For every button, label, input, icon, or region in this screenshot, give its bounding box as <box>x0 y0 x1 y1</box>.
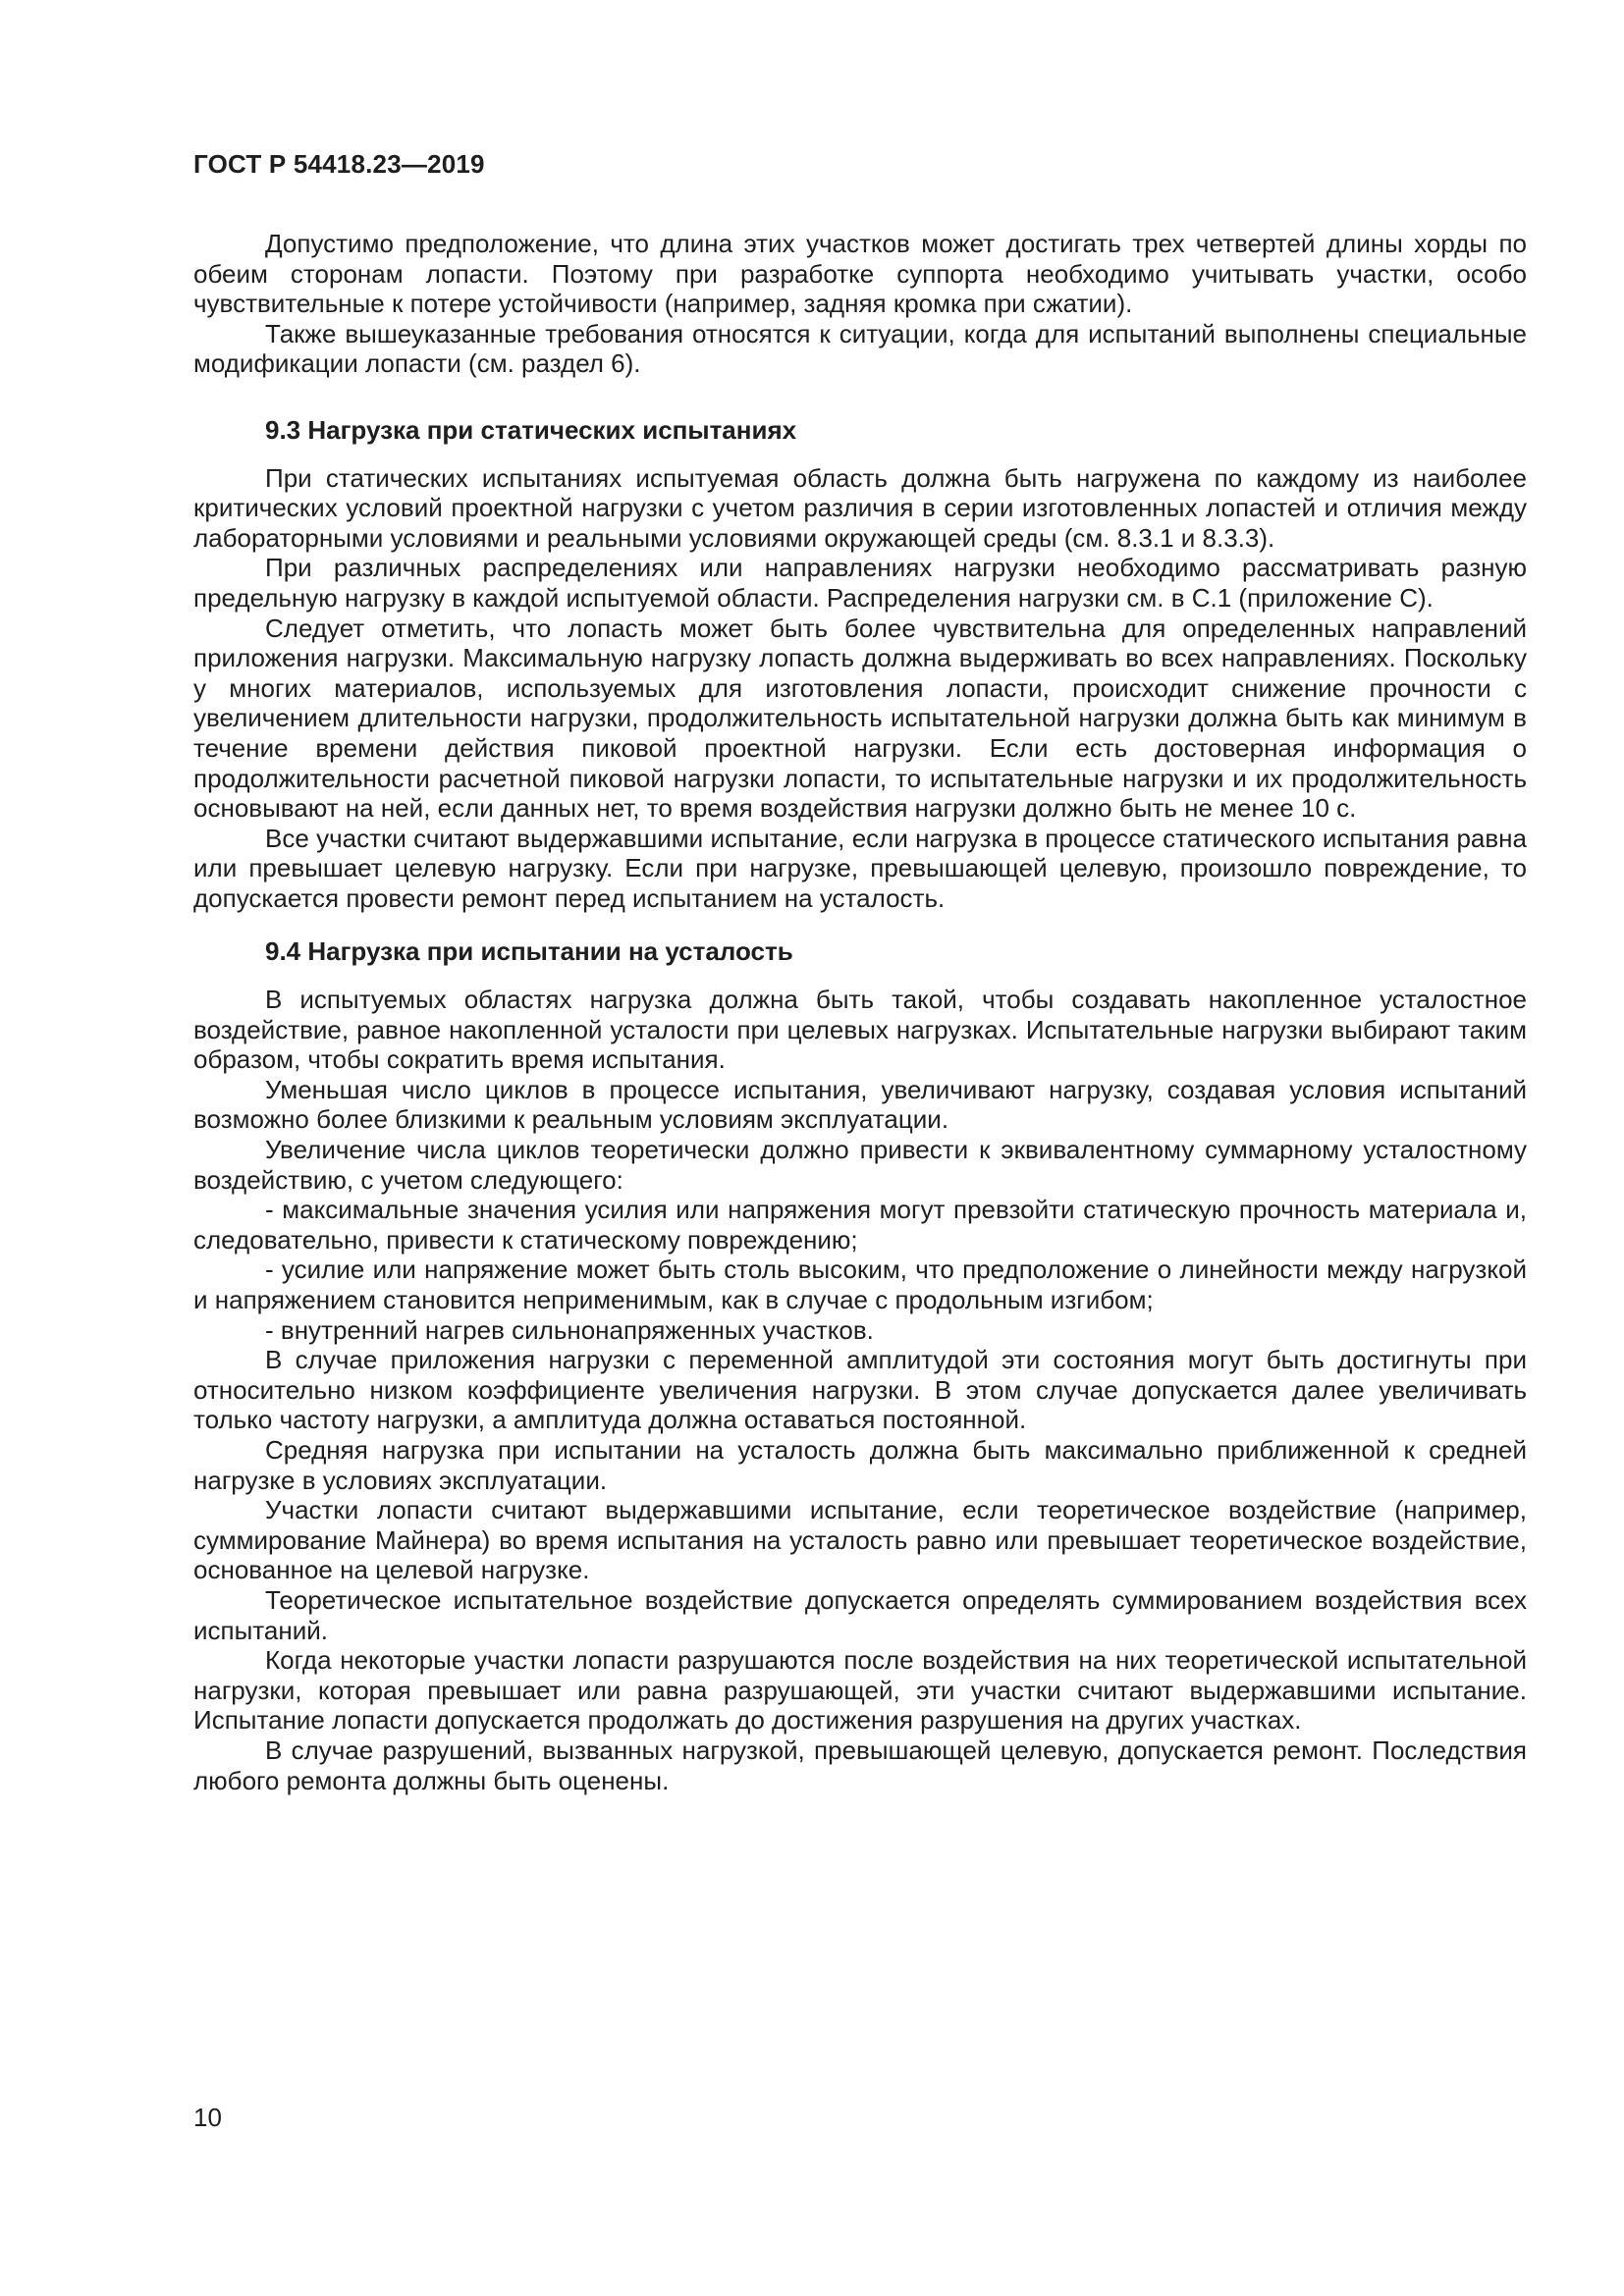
document-body <box>193 229 1527 1795</box>
paragraph: Средняя нагрузка при испытании на усталость должна быть максимально приближенной к средней нагрузке в условиях эксплуатации. <box>193 1434 1527 1495</box>
paragraph: Теоретическое испытательное воздействие допускается определять суммированием воздействия всех испытаний. <box>193 1584 1527 1645</box>
document-header: ГОСТ Р 54418.23—2019 <box>193 149 485 179</box>
list-item: - усилие или напряжение может быть столь высоким, что предположение о линейности между нагрузкой и напряжением становится неприменимым, как в случае с продольным изгибом; <box>193 1255 1527 1314</box>
section-heading-9-3: 9.3 Нагрузка при статических испытаниях <box>265 414 797 445</box>
paragraph: Когда некоторые участки лопасти разрушаются после воздействия на них теоретической испытательной нагрузки, которая превышает или равна разрушающей, эти участки считают выдержавшими испытание. Испытание лопасти допускается продолжать до достижения разрушения на других участках. <box>193 1645 1527 1735</box>
page-number: 10 <box>193 2103 222 2132</box>
paragraph: Все участки считают выдержавшими испытание, если нагрузка в процессе статического испытания равна или превышает целевую нагрузку. Если при нагрузке, превышающей целевую, произошло повреждение, то допускается провести ремонт перед испытанием на усталость. <box>193 823 1527 913</box>
paragraph: Также вышеуказанные требования относятся к ситуации, когда для испытаний выполнены специальные модификации лопасти (см. раздел 6). <box>193 318 1527 379</box>
paragraph: В испытуемых областях нагрузка должна быть такой, чтобы создавать накопленное усталостное воздействие, равное накопленной усталости при целевых нагрузках. Испытательные нагрузки выбирают таким образом, чтобы сократить время испытания. <box>193 985 1527 1075</box>
paragraph: Участки лопасти считают выдержавшими испытание, если теоретическое воздействие (например, суммирование Майнера) во время испытания на усталость равно или превышает теоретическое воздействие, основанное на целевой нагрузке. <box>193 1495 1527 1585</box>
paragraph: При статических испытаниях испытуемая область должна быть нагружена по каждому из наиболее критических условий проектной нагрузки с учетом различия в серии изготовленных лопастей и отличия между лабораторными условиями и реальными условиями окружающей среды (см. 8.3.1 и 8.3.3). <box>193 462 1527 553</box>
list-item: - максимальные значения усилия или напряжения могут превзойти статическую прочность материала и, следовательно, привести к статическому повреждению; <box>193 1195 1527 1255</box>
paragraph: При различных распределениях или направлениях нагрузки необходимо рассматривать разную предельную нагрузку в каждой испытуемой области. Распределения нагрузки см. в С.1 (приложение С). <box>193 553 1527 613</box>
paragraph: В случае приложения нагрузки с переменной амплитудой эти состояния могут быть достигнуты при относительно низком коэффициенте увеличения нагрузки. В этом случае допускается далее увеличивать только частоту нагрузки, а амплитуда должна оставаться постоянной. <box>193 1345 1527 1435</box>
list-item: - внутренний нагрев сильнонапряженных участков. <box>265 1314 874 1345</box>
paragraph: Следует отметить, что лопасть может быть более чувствительна для определенных направлений приложения нагрузки. Максимальную нагрузку лопасть должна выдерживать во всех направлениях. Поскольку у многих материалов, используемых для изготовления лопасти, происходит снижение прочности с увеличением длительности нагрузки, продолжительность испытательной нагрузки должна быть как минимум в течение времени действия пиковой проектной нагрузки. Если есть достоверная информация о продолжительности расчетной пиковой нагрузки лопасти, то испытательные нагрузки и их продолжительность основывают на ней, если данных нет, то время воздействия нагрузки должно быть не менее 10 с. <box>193 613 1527 824</box>
section-heading-9-4: 9.4 Нагрузка при испытании на усталость <box>265 936 793 967</box>
paragraph: Увеличение числа циклов теоретически должно привести к эквивалентному суммарному усталостному воздействию, с учетом следующего: <box>193 1135 1527 1195</box>
paragraph: Уменьшая число циклов в процессе испытания, увеличивают нагрузку, создавая условия испытаний возможно более близкими к реальным условиям эксплуатации. <box>193 1074 1527 1135</box>
paragraph: В случае разрушений, вызванных нагрузкой, превышающей целевую, допускается ремонт. Последствия любого ремонта должны быть оценены. <box>193 1735 1527 1795</box>
paragraph: Допустимо предположение, что длина этих участков может достигать трех четвертей длины хорды по обеим сторонам лопасти. Поэтому при разработке суппорта необходимо учитывать участки, особо чувствительные к потере устойчивости (например, задняя кромка при сжатии). <box>193 229 1527 319</box>
